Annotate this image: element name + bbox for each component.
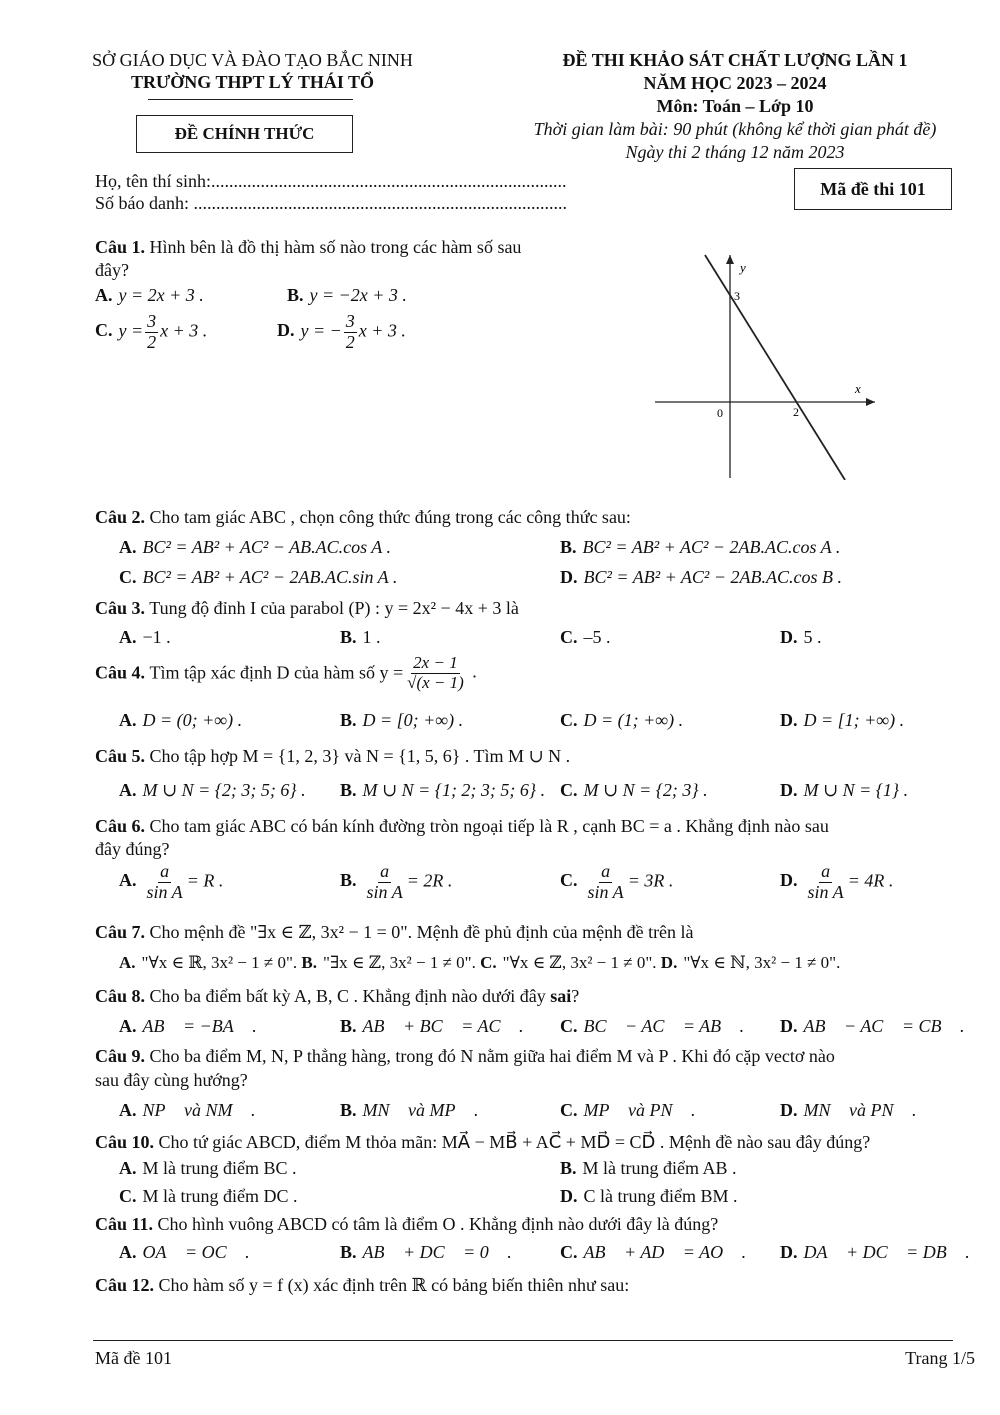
school-name: TRƯỜNG THPT LÝ THÁI TỔ — [130, 72, 375, 92]
q2-option-a: A. BC² = AB² + AC² − AB.AC.cos A . — [119, 537, 391, 557]
y-axis-arrow-icon — [726, 255, 734, 264]
question-4: Câu 4. Tìm tập xác định D của hàm số y = $\frac{2x - 1}{√(x - 1)}$ . — [95, 653, 477, 692]
q9-option-d: D. MN⃗ và PN⃗ . — [780, 1100, 917, 1120]
q6-option-c: C. $\frac{a}{\text{sin A}}$ = 3R . — [560, 861, 674, 902]
q8-option-c: C. BC⃗ − AC⃗ = AB⃗ . — [560, 1016, 745, 1036]
question-label: Câu 2. — [95, 507, 146, 527]
q3-option-d: D. 5 . — [780, 627, 822, 647]
question-label: Câu 3. — [95, 598, 146, 618]
q5-option-d: D. M ∪ N = {1} . — [780, 780, 909, 800]
question-9-cont: sau đây cùng hướng? — [95, 1070, 248, 1090]
question-label: Câu 10. — [95, 1132, 155, 1152]
question-11 — [95, 1214, 718, 1235]
q6-option-d: D. $\frac{a}{\text{sin A}}$ = 4R . — [780, 861, 894, 902]
question-text: Cho hàm số y = f (x) xác định trên ℝ có bảng biến thiên như sau: — [158, 1275, 630, 1295]
question-text: Cho tứ giác ABCD, điểm M thỏa mãn: MA⃗ − MB⃗ + AC⃗ + MD⃗ = CD⃗ . Mệnh đề nào sau đây đúng? — [158, 1132, 871, 1152]
q4-option-b: B. D = [0; +∞) . — [340, 710, 464, 730]
question-8: Câu 8. Cho ba điểm bất kỳ A, B, C . Khẳng định nào dưới đây sai? — [95, 986, 580, 1006]
question-1 — [95, 237, 521, 258]
question-5 — [95, 746, 570, 767]
question-label: Câu 7. — [95, 922, 146, 942]
q6-option-b: B. $\frac{a}{\text{sin A}}$ = 2R . — [340, 861, 453, 902]
q4-option-c: C. D = (1; +∞) . — [560, 710, 684, 730]
x-axis-label: x — [855, 381, 861, 396]
department-name: SỞ GIÁO DỤC VÀ ĐÀO TẠO BẮC NINH — [92, 50, 413, 70]
exam-code-box: Mã đề thi 101 — [794, 168, 952, 210]
footer-divider — [93, 1340, 953, 1341]
question-text: Cho ba điểm M, N, P thẳng hàng, trong đó N nằm giữa hai điểm M và P . Khi đó cặp vectơ nào — [149, 1046, 835, 1066]
q10-option-c: C. M là trung điểm DC . — [119, 1186, 298, 1206]
duration-line: Thời gian làm bài: 90 phút (không kể thời gian phát đề) — [533, 119, 937, 139]
q5-option-c: C. M ∪ N = {2; 3} . — [560, 780, 708, 800]
question-text: Tìm tập xác định D của hàm số y = — [149, 662, 404, 683]
q6-option-a: A. $\frac{a}{\text{sin A}}$ = R . — [119, 861, 224, 902]
q9-option-a: A. NP⃗ và NM⃗ . — [119, 1100, 256, 1120]
question-text: Cho mệnh đề "∃x ∈ ℤ, 3x² − 1 = 0". Mệnh đề phủ định của mệnh đề trên là — [149, 922, 694, 942]
question-12 — [95, 1275, 629, 1296]
q2-option-c: C. BC² = AB² + AC² − 2AB.AC.sin A . — [119, 567, 398, 587]
candidate-name-field: Họ, tên thí sinh:............................................................................... — [95, 171, 567, 191]
question-3 — [95, 598, 519, 619]
q9-option-c: C. MP⃗ và PN⃗ . — [560, 1100, 696, 1120]
subject-line: Môn: Toán – Lớp 10 — [656, 96, 814, 116]
q11-option-c: C. AB⃗ + AD⃗ = AO⃗ . — [560, 1242, 747, 1262]
q11-option-d: D. DA⃗ + DC⃗ = DB⃗ . — [780, 1242, 970, 1262]
q4-option-a: A. D = (0; +∞) . — [119, 710, 243, 730]
question-text: Cho tam giác ABC , chọn công thức đúng trong các công thức sau: — [149, 507, 631, 527]
q3-option-c: C. –5 . — [560, 627, 611, 647]
question-2 — [95, 507, 631, 528]
question-9 — [95, 1046, 835, 1067]
question-10 — [95, 1132, 870, 1153]
footer-exam-code: Mã đề 101 — [95, 1348, 172, 1368]
q1-option-d: D. y = − $\frac{3}{2}$ x + 3 . — [277, 311, 406, 352]
q8-option-b: B. AB⃗ + BC⃗ = AC⃗ . — [340, 1016, 524, 1036]
question-label: Câu 4. — [95, 662, 146, 683]
x-intercept-label: 2 — [793, 405, 799, 419]
footer-page-number: Trang 1/5 — [905, 1348, 975, 1368]
question-label: Câu 5. — [95, 746, 146, 766]
official-exam-box: ĐỀ CHÍNH THỨC — [136, 115, 353, 153]
question-label: Câu 8. — [95, 986, 146, 1006]
q10-option-a: A. M là trung điểm BC . — [119, 1158, 297, 1178]
question-label: Câu 9. — [95, 1046, 146, 1066]
question-label: Câu 12. — [95, 1275, 155, 1295]
q9-option-b: B. MN⃗ và MP⃗ . — [340, 1100, 479, 1120]
question-1-cont: đây? — [95, 260, 129, 280]
origin-label: 0 — [717, 406, 723, 420]
y-axis-label: y — [740, 260, 746, 275]
question-text: Cho tam giác ABC có bán kính đường tròn ngoại tiếp là R , cạnh BC = a . Khẳng định nào sau — [149, 816, 829, 836]
header-underline — [148, 99, 353, 100]
q7-options: A. "∀x ∈ ℝ, 3x² − 1 ≠ 0". B. "∃x ∈ ℤ, 3x² − 1 ≠ 0". C. "∀x ∈ ℤ, 3x² − 1 ≠ 0". D. "∀x ∈ ℕ, 3x² − 1 ≠ 0". — [119, 953, 841, 972]
question-text: Cho ba điểm bất kỳ A, B, C . Khẳng định nào dưới đây — [149, 986, 546, 1006]
q11-option-b: B. AB⃗ + DC⃗ = 0⃗ . — [340, 1242, 512, 1262]
q5-option-b: B. M ∪ N = {1; 2; 3; 5; 6} . — [340, 780, 546, 800]
q8-option-d: D. AB⃗ − AC⃗ = CB⃗ . — [780, 1016, 965, 1036]
q5-option-a: A. M ∪ N = {2; 3; 5; 6} . — [119, 780, 306, 800]
q10-option-d: D. C là trung điểm BM . — [560, 1186, 738, 1206]
function-graph — [650, 250, 890, 480]
candidate-id-field: Số báo danh: ................................................................................... — [95, 193, 567, 213]
question-label: Câu 1. — [95, 237, 146, 257]
q2-option-b: B. BC² = AB² + AC² − 2AB.AC.cos A . — [560, 537, 841, 557]
q3-option-a: A. −1 . — [119, 627, 171, 647]
q11-option-a: A. OA⃗ = OC⃗ . — [119, 1242, 250, 1262]
exam-date: Ngày thi 2 tháng 12 năm 2023 — [625, 142, 845, 162]
question-text: Hình bên là đồ thị hàm số nào trong các hàm số sau — [149, 237, 522, 257]
y-intercept-label: 3 — [734, 289, 740, 303]
q1-option-c: C. y = $\frac{3}{2}$ x + 3 . — [95, 311, 208, 352]
q4-option-d: D. D = [1; +∞) . — [780, 710, 905, 730]
exam-title: ĐỀ THI KHẢO SÁT CHẤT LƯỢNG LẦN 1 — [562, 50, 908, 70]
question-text: Tung độ đỉnh I của parabol (P) : y = 2x² − 4x + 3 là — [149, 598, 519, 618]
q1-option-a: A. y = 2x + 3 . — [95, 285, 204, 305]
question-text: Cho tập hợp M = {1, 2, 3} và N = {1, 5, 6} . Tìm M ∪ N . — [149, 746, 571, 766]
school-year: NĂM HỌC 2023 – 2024 — [643, 73, 827, 93]
question-7 — [95, 922, 694, 943]
q2-option-d: D. BC² = AB² + AC² − 2AB.AC.cos B . — [560, 567, 842, 587]
q3-option-b: B. 1 . — [340, 627, 381, 647]
q1-option-b: B. y = −2x + 3 . — [287, 285, 407, 305]
question-text: Cho hình vuông ABCD có tâm là điểm O . Khẳng định nào dưới đây là đúng? — [157, 1214, 719, 1234]
x-axis-arrow-icon — [866, 398, 875, 406]
question-6-cont: đây đúng? — [95, 839, 170, 859]
graph-line — [705, 255, 845, 480]
question-6 — [95, 816, 829, 837]
question-label: Câu 6. — [95, 816, 146, 836]
question-label: Câu 11. — [95, 1214, 154, 1234]
q8-option-a: A. AB⃗ = −BA⃗ . — [119, 1016, 257, 1036]
q10-option-b: B. M là trung điểm AB . — [560, 1158, 737, 1178]
